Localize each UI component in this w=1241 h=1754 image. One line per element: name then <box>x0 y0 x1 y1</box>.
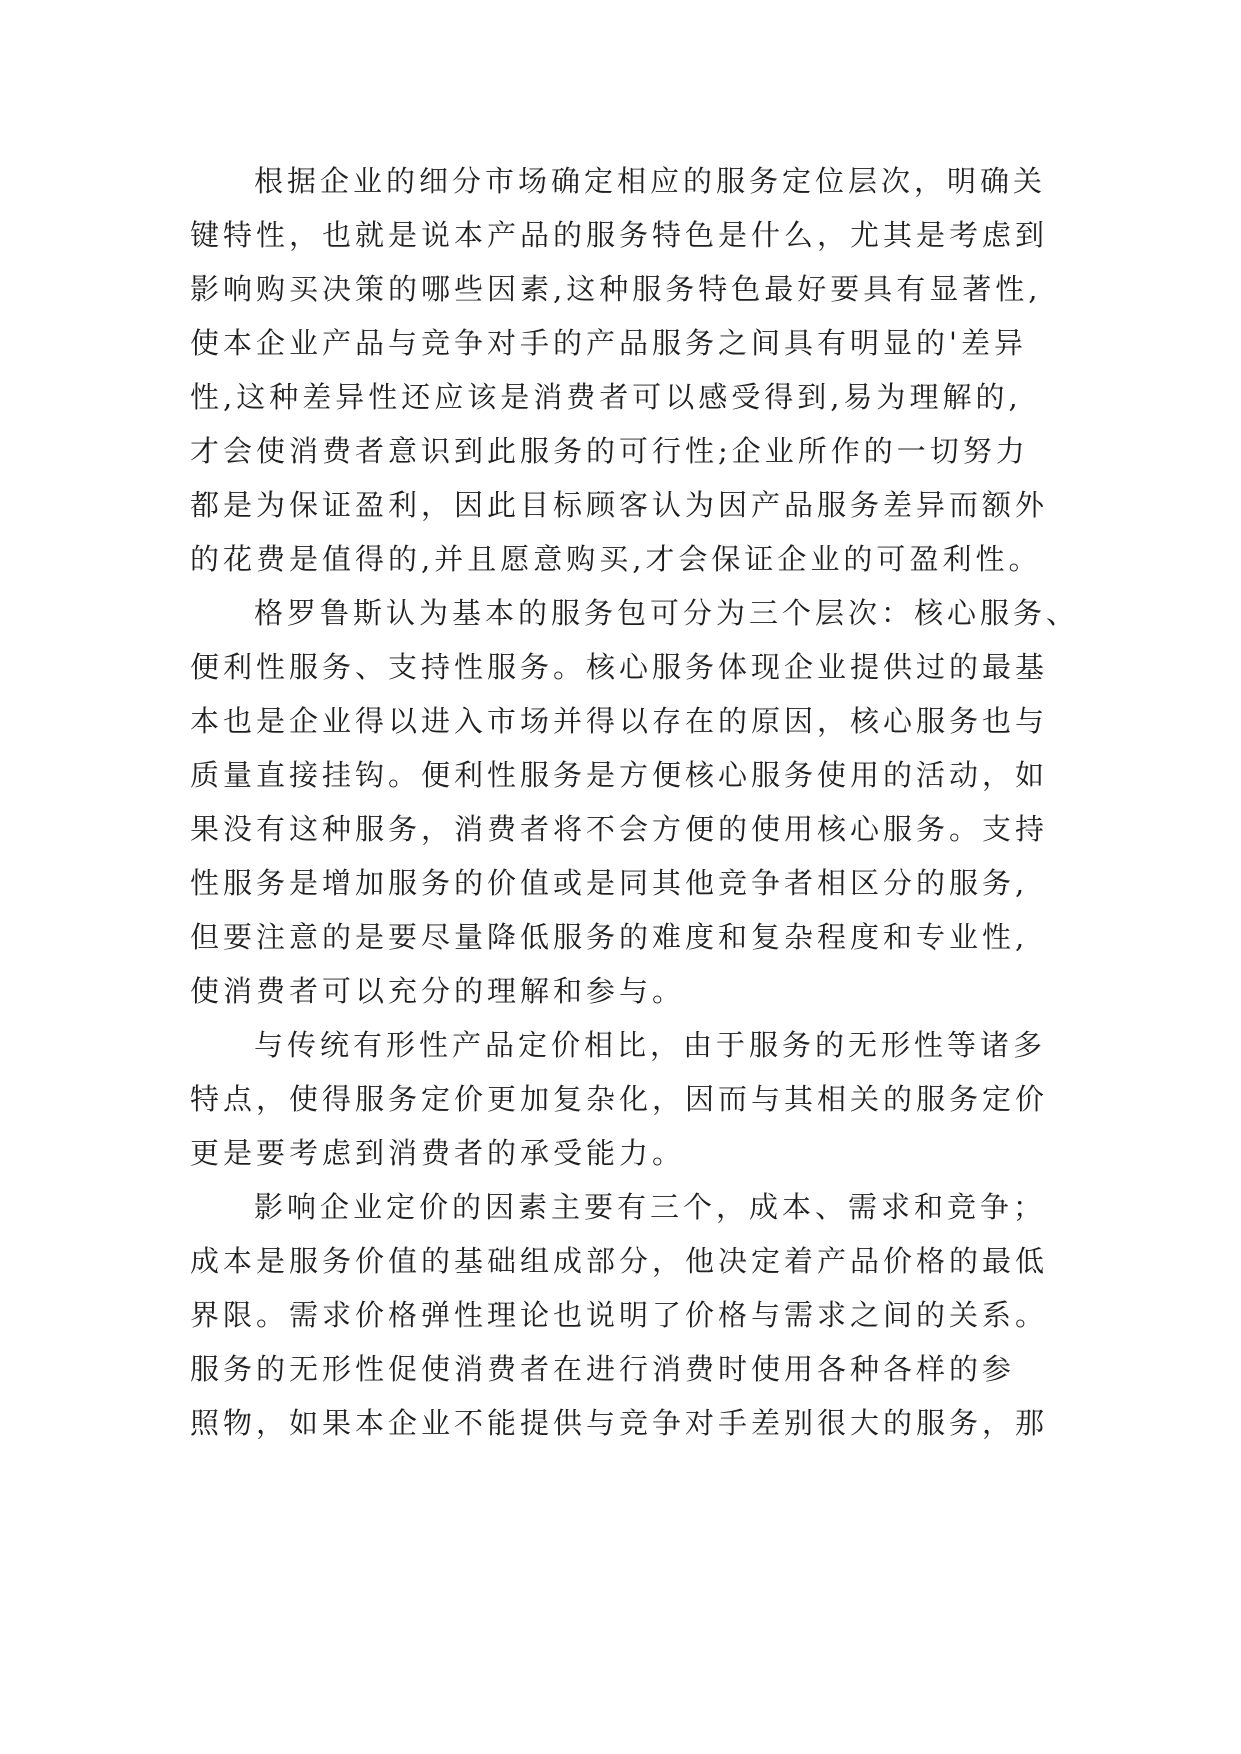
text-line: 键特性，也就是说本产品的服务特色是什么，尤其是考虑到 <box>190 218 1049 252</box>
text-line: 界限。需求价格弹性理论也说明了价格与需求之间的关系。 <box>190 1298 1049 1332</box>
text-line: 更是要考虑到消费者的承受能力。 <box>190 1136 686 1170</box>
text-line: 使消费者可以充分的理解和参与。 <box>190 974 686 1008</box>
text-line: 性,这种差异性还应该是消费者可以感受得到,易为理解的, <box>190 380 1022 414</box>
text-line: 根据企业的细分市场确定相应的服务定位层次，明确关 <box>254 164 1047 198</box>
text-line: 与传统有形性产品定价相比，由于服务的无形性等诸多 <box>254 1028 1047 1062</box>
text-line: 的花费是值得的,并且愿意购买,才会保证企业的可盈利性。 <box>190 542 1042 576</box>
text-line: 果没有这种服务，消费者将不会方便的使用核心服务。支持 <box>190 812 1049 846</box>
text-line: 影响购买决策的哪些因素,这种服务特色最好要具有显著性, <box>190 272 1042 306</box>
document-body <box>190 154 1080 1450</box>
text-line: 才会使消费者意识到此服务的可行性;企业所作的一切努力 <box>190 434 1029 468</box>
text-line: 特点，使得服务定价更加复杂化，因而与其相关的服务定价 <box>190 1082 1049 1116</box>
text-line: 质量直接挂钩。便利性服务是方便核心服务使用的活动，如 <box>190 758 1049 792</box>
text-line: 格罗鲁斯认为基本的服务包可分为三个层次：核心服务、 <box>254 596 1080 630</box>
text-line: 照物，如果本企业不能提供与竞争对手差别很大的服务，那 <box>190 1406 1049 1440</box>
text-line: 便利性服务、支持性服务。核心服务体现企业提供过的最基 <box>190 650 1049 684</box>
text-line: 性服务是增加服务的价值或是同其他竞争者相区分的服务, <box>190 866 1029 900</box>
text-line: 都是为保证盈利，因此目标顾客认为因产品服务差异而额外 <box>190 488 1049 522</box>
text-line: 服务的无形性促使消费者在进行消费时使用各种各样的参 <box>190 1352 1016 1386</box>
text-line: 本也是企业得以进入市场并得以存在的原因，核心服务也与 <box>190 704 1049 738</box>
text-line: 影响企业定价的因素主要有三个，成本、需求和竞争； <box>254 1190 1047 1224</box>
text-line: 但要注意的是要尽量降低服务的难度和复杂程度和专业性, <box>190 920 1029 954</box>
text-line: 使本企业产品与竞争对手的产品服务之间具有明显的'差异 <box>190 326 1027 360</box>
text-line: 成本是服务价值的基础组成部分，他决定着产品价格的最低 <box>190 1244 1049 1278</box>
